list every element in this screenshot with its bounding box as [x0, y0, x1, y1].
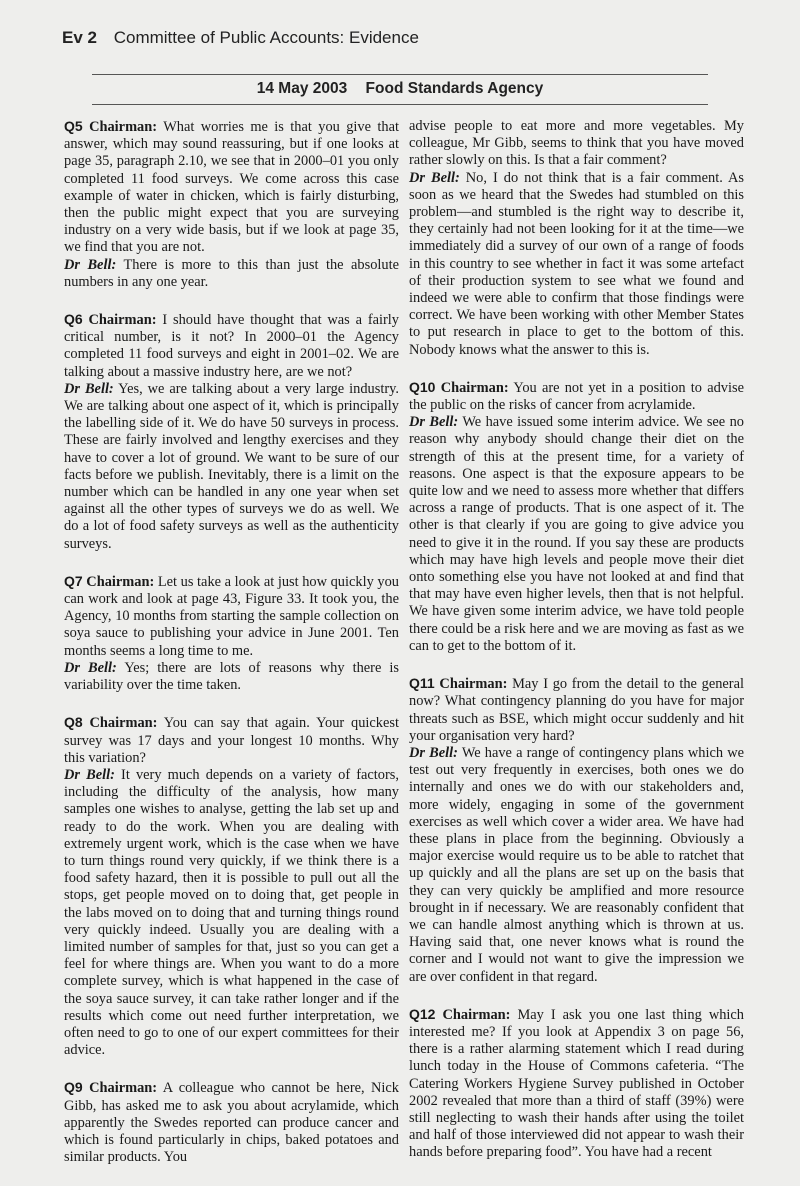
question-number: Q12: [409, 1005, 436, 1022]
question-entry-q6: [64, 311, 399, 553]
answer-text: No, I do not think that is a fair comment. As soon as we heard that the Swedes had stumbled on this problem—and stumbled is the right way to describe it, they certainly had not been looking for it at the time—we immediately did a survey of our own of a range of foods in this country to see whether in fact it was some artefact of their production system to see what we found and indeed we were able to confirm that those findings were correct. We have been working with other Member States to put research in place to get to the bottom of this. Nobody knows what the answer to this is.: [409, 169, 744, 358]
answer-speaker: Dr Bell:: [64, 766, 115, 783]
question-text: May I ask you one last thing which interested me? If you look at Appendix 3 on page 56, there is a rather alarming statement which I read during lunch today in the House of Commons cafeteria. “The Catering Workers Hygiene Survey published in October 2002 revealed that more than a third of staff (39%) were still neglecting to wash their hands after using the toilet and half of those interviewed did not appear to wash their hands before preparing food”. You have had a recent: [409, 1006, 744, 1161]
question-text: You can say that again. Your quickest survey was 17 days and your longest 10 months. Why this variation?: [64, 715, 399, 766]
right-column: [409, 118, 744, 1186]
question-number: Q9: [64, 1079, 83, 1096]
question-text: A colleague who cannot be here, Nick Gibb, has asked me to ask you about acrylamide, which apparently the Swedes reported can produce cancer and which is found particularly in chips, baked potatoes and similar products. You: [64, 1080, 399, 1166]
question-text-continued: advise people to eat more and more vegetables. My colleague, Mr Gibb, seems to think that you have moved rather slowly on this. Is that a fair comment?: [409, 118, 744, 169]
answer-speaker: Dr Bell:: [64, 659, 117, 676]
page-number: Ev 2: [62, 28, 97, 47]
publication-title: Committee of Public Accounts: Evidence: [113, 28, 419, 47]
answer-speaker: Dr Bell:: [64, 256, 117, 273]
question-number: Q8: [64, 714, 83, 731]
question-entry-q7: [64, 573, 399, 694]
header-rule-bottom: [92, 104, 708, 105]
question-speaker: Chairman:: [89, 1080, 158, 1097]
question-text: May I go from the detail to the general now? What contingency planning do you have for major threats such as BSE, which might occur suddenly and hit your organisation very hard?: [409, 676, 744, 744]
question-entry-q5: [64, 118, 399, 291]
question-speaker: Chairman:: [89, 715, 158, 732]
answer-speaker: Dr Bell:: [409, 169, 460, 186]
header-rule-top: [92, 74, 708, 75]
answer-text: It very much depends on a variety of factors, including the difficulty of the analysis, how many samples one wishes to analyse, getting the lab set up and ready to do the work. When you are dealing with extremely urgent work, which is the case when we have to turn things round very quickly, if we think there is a food safety hazard, then it is possible to pull out all the stops, get people moved on to doing that, get people in the labs moved on to doing that and turning things round very quickly indeed. Usually you are dealing with a limited number of samples for that, just so you can get a feel for where things are. When you want to do a more complete survey, which is what happened in the case of the soya sauce survey, it can take rather longer and if the results which come out need further interpretation, we often need to go to one of our expert committees for their advice.: [64, 766, 399, 1059]
question-text: You are not yet in a position to advise the public on the risks of cancer from acrylamide.: [409, 379, 744, 414]
question-number: Q5: [64, 118, 83, 134]
answer-text: We have a range of contingency plans which we test out very frequently in exercises, both ones we do internally and ones we do with our stakeholders and, more widely, engaging in some of the government exercises as well which cover a wider area. We have had these plans in place from the beginning. Obviously a major exercise would require us to be able to ratchet that up quickly and all the plans are set up on the basis that they can very quickly be amplified and more resource brought in if necessary. We are reasonably confident that we can handle almost anything which is thrown at us. Having said that, one never knows what is round the corner and I would not want to give the impression we are over confident in that regard.: [409, 744, 744, 985]
session-date: 14 May 2003: [256, 80, 348, 97]
answer-text: We have issued some interim advice. We see no reason why anybody should change their diet on the strength of this at the present time, for a variety of reasons. One aspect is that the exposure appears to be quite low and we need to assess more whether that differs across a range of products. That is one aspect of it. The other is that clearly if you are going to give advice you need to give it in the round. If you say these are products which may have high levels and people move their diet onto something else you have not looked at and find that that may have even higher levels, then that is not helpful. We have given some interim advice, we have told people there could be a risk here and we are moving as fast as we can to get to the bottom of it.: [409, 414, 744, 654]
question-number: Q6: [64, 311, 83, 328]
question-speaker: Chairman:: [442, 1006, 511, 1023]
question-text: Let us take a look at just how quickly you can work and look at page 43, Figure 33. It took you, the Agency, 10 months from starting the sample collection on soya sauce to publishing your advice in June 2001. Ten months seems a long time to me.: [64, 573, 399, 659]
question-text: What worries me is that you give that answer, which may sound reassuring, but if one looks at page 35, paragraph 2.10, we see that in 2000–01 you only completed 11 food surveys. We come across this case example of water in chicken, which is fairly disturbing, then the public might expect that you are surveying industry on a very wide basis, but if we look at page 35, we find that you are not.: [64, 119, 399, 256]
answer-speaker: Dr Bell:: [64, 380, 114, 397]
question-entry-q9: [64, 1079, 399, 1166]
question-entry-q11: [409, 675, 744, 986]
question-number: Q7: [64, 572, 83, 589]
question-entry-q12: [409, 1006, 744, 1162]
question-entry-q8: [64, 714, 399, 1059]
text-columns: [64, 118, 744, 1186]
question-entry-q10: [409, 379, 744, 655]
running-head: [62, 28, 419, 48]
answer-text: Yes, we are talking about a very large industry. We are talking about one aspect of it, which is principally the labelling side of it. We do have 50 surveys in process. These are fairly involved and lengthy exercises and they have to cover a lot of ground. We want to be sure of our facts before we publish. Inevitably, there is a limit on the number which can be handled in any one year when set against all the other types of surveys we do as well. We do a lot of food safety surveys as well as the authenticity surveys.: [64, 380, 399, 552]
question-number: Q10: [409, 378, 436, 395]
witness-organisation: Food Standards Agency: [365, 80, 544, 97]
question-speaker: Chairman:: [88, 312, 157, 329]
question-entry-q9-continued: [409, 118, 744, 359]
answer-speaker: Dr Bell:: [409, 414, 459, 431]
question-speaker: Chairman:: [86, 573, 155, 590]
question-number: Q11: [409, 675, 435, 692]
left-column: [64, 118, 399, 1186]
question-speaker: Chairman:: [89, 119, 158, 135]
answer-text: There is more to this than just the absolute numbers in any one year.: [64, 256, 399, 290]
question-speaker: Chairman:: [440, 379, 509, 396]
question-speaker: Chairman:: [439, 676, 508, 693]
answer-speaker: Dr Bell:: [409, 744, 458, 761]
answer-text: Yes; there are lots of reasons why there is variability over the time taken.: [64, 659, 399, 694]
session-heading: [0, 80, 800, 98]
question-text: I should have thought that was a fairly critical number, is it not? In 2000–01 the Agency completed 11 food surveys and eight in 2001–02. We are talking about a massive industry here, are we not?: [64, 312, 399, 380]
